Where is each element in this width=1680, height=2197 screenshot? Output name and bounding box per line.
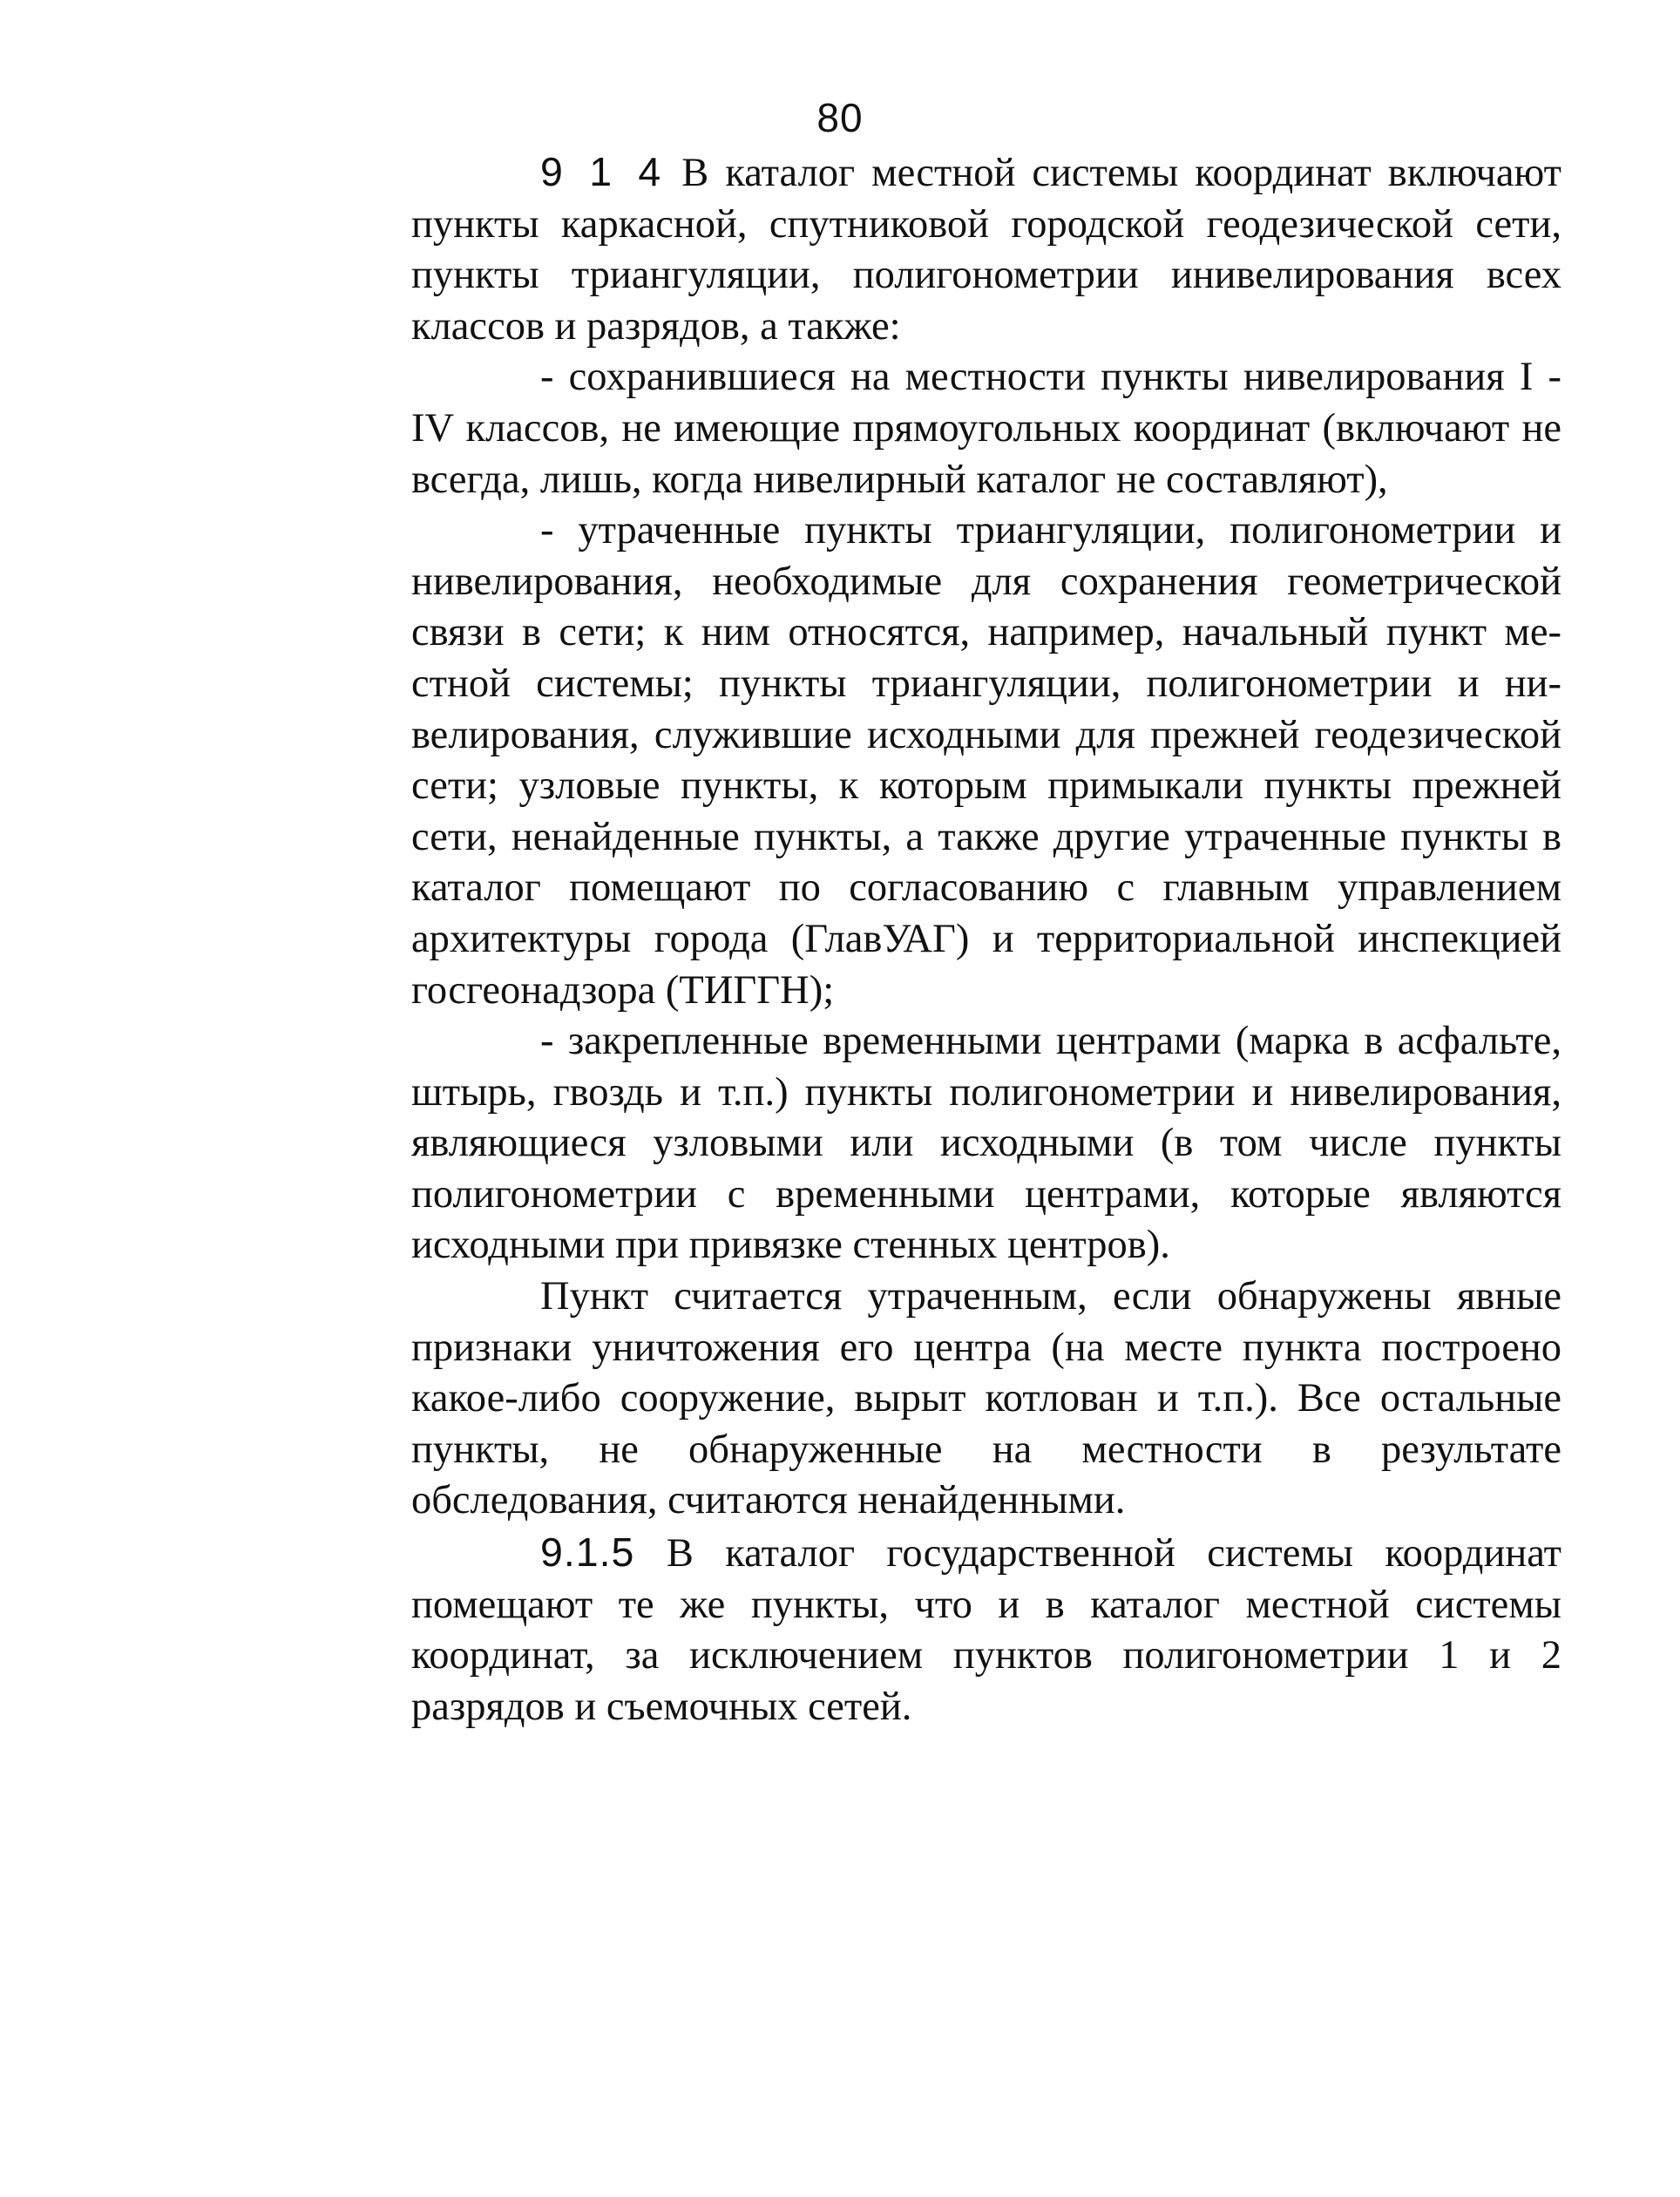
paragraph-9-1-5 [411,1527,1561,1733]
paragraph-9-1-4 [411,146,1561,352]
list-item-lost-points: - утраченные пункты триангуляции, полигонометрии и нивелирования, необходимые для сохранения геометрической связи в сети; к ним относятся, например, начальный пункт местной системы; пункты триангуляции, полигонометрии и нивелирования, служившие исходными для прежней геодезической сети; узловые пункты, к которым примыкали пункты прежней сети, ненайденные пункты, а также другие утраченные пункты в каталог помещают по согласованию с главным управлением архитектуры города (ГлавУАГ) и территориальной инспекцией госгеонадзора (ТИГГН); [411,508,1561,1013]
document-body [411,146,1561,1733]
paragraph-lost-point-definition: Пункт считается утраченным, если обнаружены явные признаки уничтожения его центра (на месте пункта построено какое-либо сооружение, вырыт котлован и т.п.). Все остальные пункты, не обнаруженные на местности в результате обследования, считаются ненайденными. [411,1274,1561,1523]
section-number-9-1-5: 9.1.5 [540,1529,635,1576]
paragraph-9-1-5-text: В каталог государственной системы координат помещают те же пункты, что и в каталог местной системы координат, за исключением пунктов полигонометрии 1 и 2 разрядов и съемочных сетей. [411,1531,1561,1729]
list-item-temporary-centers: - закрепленные временными центрами (марка в асфальте, штырь, гвоздь и т.п.) пункты полигонометрии и нивелирования, являющиеся узловыми или исходными (в том числе пункты полигонометрии с временными центрами, которые являются исходными при привязке стенных центров). [411,1019,1561,1268]
section-number-9-1-4: 9 1 4 [540,149,666,194]
page-number: 80 [816,95,864,140]
list-item-preserved-points: - сохранившиеся на местности пункты нивелирования I - IV классов, не имеющие прямоугольных координат (включают не всегда, лишь, когда нивелирный каталог не составляют), [411,355,1561,502]
paragraph-9-1-4-text: В каталог местной системы координат включают пункты каркасной, спутниковой городской геодезической сети, пункты триангуляции, полигонометрии инивелирования всех классов и разрядов, а также: [411,151,1561,349]
